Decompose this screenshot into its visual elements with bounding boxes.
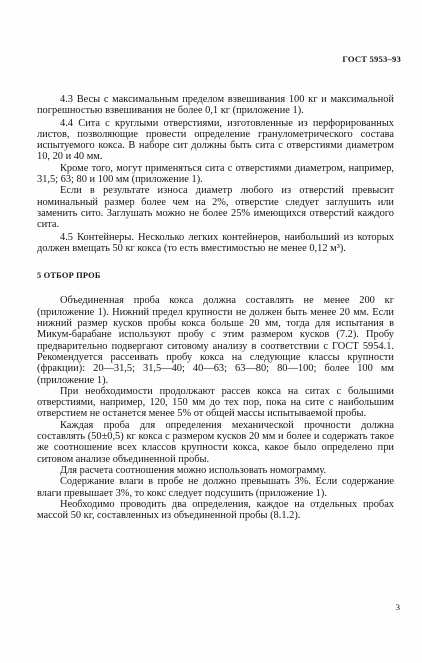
paragraph-combined-sample: Объединенная проба кокса должна составлять не менее 200 кг (приложение 1). Нижний предел крупности не должен быть менее 20 мм. Если нижний размер кусков пробы кокса больше 20 мм, тогда для испытания в Микум-барабане используют пробу с этим размером кусков (7.2). Пробу предварительно подвергают ситовому анализу в соответствии с ГОСТ 5954.1. Рекомендуется рассеивать пробу кокса на следующие классы крупности (фракции): 20—31,5; 31,5—40; 40—63; 63—80; 80—100; более 100 мм (приложение 1). bbox=[37, 295, 394, 386]
paragraph-sieves-extra: Кроме того, могут применяться сита с отверстиями диаметром, например, 31,5; 63; 80 и 100 мм (приложение 1). bbox=[37, 162, 394, 186]
page-number: 3 bbox=[395, 602, 400, 612]
paragraph-nomogram: Для расчета соотношения можно использовать номограмму. bbox=[60, 464, 327, 476]
paragraph-4-4: 4.4 Сита с круглыми отверстиями, изготовленные из перфорированных листов, позволяющие провести определение гранулометрического состава испытуемого кокса. В наборе сит должны быть сита с отверстиями диаметром 10, 20 и 40 мм. bbox=[37, 117, 394, 163]
paragraph-4-5: 4.5 Контейнеры. Несколько легких контейнеров, наибольший из которых должен вмещать 50 кг кокса (то есть вместимостью не менее 0,12 м³). bbox=[37, 231, 394, 254]
paragraph-larger-sieves: При необходимости продолжают рассев кокса на ситах с большими отверстиями, например, 120, 150 мм до тех пор, пока на сите с наибольшим отверстием не останется менее 5% от общей массы испытываемой пробы. bbox=[37, 385, 394, 420]
document-header: ГОСТ 5953–93 bbox=[342, 54, 401, 64]
paragraph-sieve-wear: Если в результате износа диаметр любого из отверстий превысит номинальный размер более чем на 2%, отверстие следует заглушить или заменить сито. Заглушать можно не более 25% имеющихся отверстий каждого сита. bbox=[37, 185, 394, 231]
paragraph-moisture: Содержание влаги в пробе не должно превышать 3%. Если содержание влаги превышает 3%, то кокс следует подсушить (приложение 1). bbox=[37, 476, 394, 499]
section-title-sampling: 5 ОТБОР ПРОБ bbox=[37, 271, 101, 281]
paragraph-each-sample: Каждая проба для определения механической прочности должна составлять (50±0,5) кг кокса с размером кусков 20 мм и более и содержать такое же соотношение всех классов крупности кокса, какое было определено при ситовом анализе объединенной пробы. bbox=[37, 419, 394, 465]
paragraph-4-3: 4.3 Весы с максимальным пределом взвешивания 100 кг и максимальной погрешностью взвешивания не более 0,1 кг (приложение 1). bbox=[37, 94, 394, 117]
document-body bbox=[37, 94, 394, 521]
paragraph-two-determinations: Необходимо проводить два определения, каждое на отдельных пробах массой 50 кг, составленных из объединенной пробы (8.1.2). bbox=[37, 498, 394, 522]
